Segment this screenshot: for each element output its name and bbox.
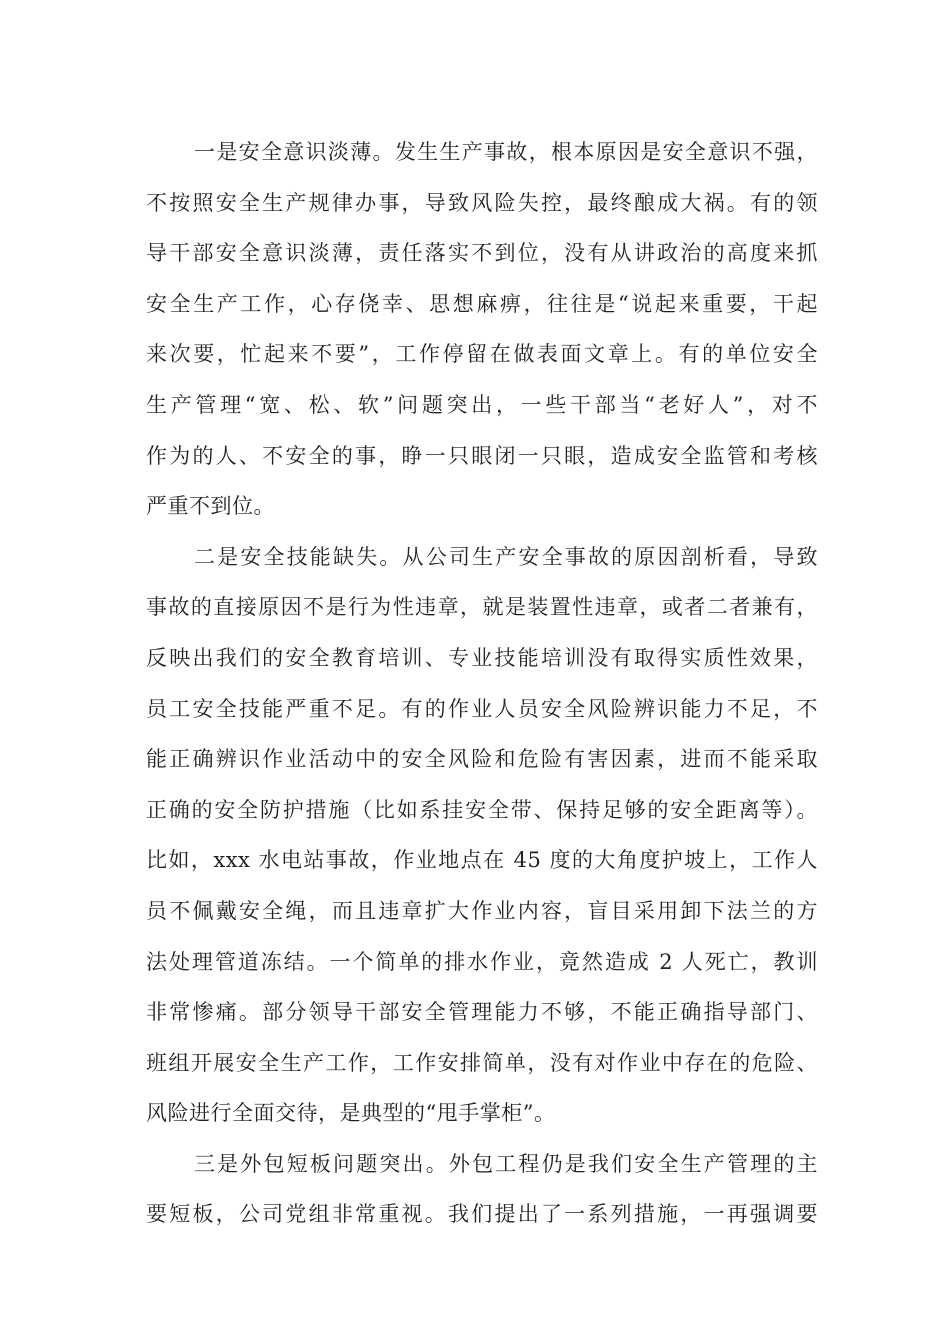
text-line: 生产管理“宽、松、软”问题突出，一些干部当“老好人”，对不 xyxy=(146,392,818,417)
text-line: 风险进行全面交待，是典型的“甩手掌柜”。 xyxy=(146,1101,556,1126)
text-line: 作为的人、不安全的事，睁一只眼闭一只眼，造成安全监管和考核 xyxy=(146,443,818,468)
paragraph-outsourcing xyxy=(146,1139,818,1240)
text-line: 事故的直接原因不是行为性违章，就是装置性违章，或者二者兼有， xyxy=(146,595,818,620)
paragraph-safety-skills xyxy=(146,532,818,1139)
text-line: 来次要，忙起来不要”，工作停留在做表面文章上。有的单位安全 xyxy=(146,342,818,367)
text-line: 正确的安全防护措施（比如系挂安全带、保持足够的安全距离等）。 xyxy=(146,797,818,822)
text-line: 不按照安全生产规律办事，导致风险失控，最终酿成大祸。有的领 xyxy=(146,190,818,215)
text-line: 员不佩戴安全绳，而且违章扩大作业内容，盲目采用卸下法兰的方 xyxy=(146,898,818,923)
text-line: 安全生产工作，心存侥幸、思想麻痹，往往是“说起来重要，干起 xyxy=(146,291,818,316)
document-body xyxy=(146,127,818,1240)
text-line: 三是外包短板问题突出。外包工程仍是我们安全生产管理的主 xyxy=(194,1151,818,1176)
text-line: 二是安全技能缺失。从公司生产安全事故的原因剖析看，导致 xyxy=(194,544,818,569)
text-line: 法处理管道冻结。一个简单的排水作业，竟然造成 2 人死亡，教训 xyxy=(146,949,818,974)
text-line: 导干部安全意识淡薄，责任落实不到位，没有从讲政治的高度来抓 xyxy=(146,241,818,266)
text-line: 比如，xxx 水电站事故，作业地点在 45 度的大角度护坡上，工作人 xyxy=(146,848,818,873)
text-line: 要短板，公司党组非常重视。我们提出了一系列措施，一再强调要 xyxy=(146,1202,818,1227)
text-line: 员工安全技能严重不足。有的作业人员安全风险辨识能力不足，不 xyxy=(146,696,818,721)
text-line: 反映出我们的安全教育培训、专业技能培训没有取得实质性效果， xyxy=(146,645,818,670)
text-line: 非常惨痛。部分领导干部安全管理能力不够，不能正确指导部门、 xyxy=(146,1000,818,1025)
text-line: 一是安全意识淡薄。发生生产事故，根本原因是安全意识不强， xyxy=(194,140,818,164)
paragraph-safety-awareness xyxy=(146,127,818,532)
text-line: 班组开展安全生产工作，工作安排简单，没有对作业中存在的危险、 xyxy=(146,1050,818,1075)
text-line: 能正确辨识作业活动中的安全风险和危险有害因素，进而不能采取 xyxy=(146,747,818,772)
text-line: 严重不到位。 xyxy=(146,494,275,519)
